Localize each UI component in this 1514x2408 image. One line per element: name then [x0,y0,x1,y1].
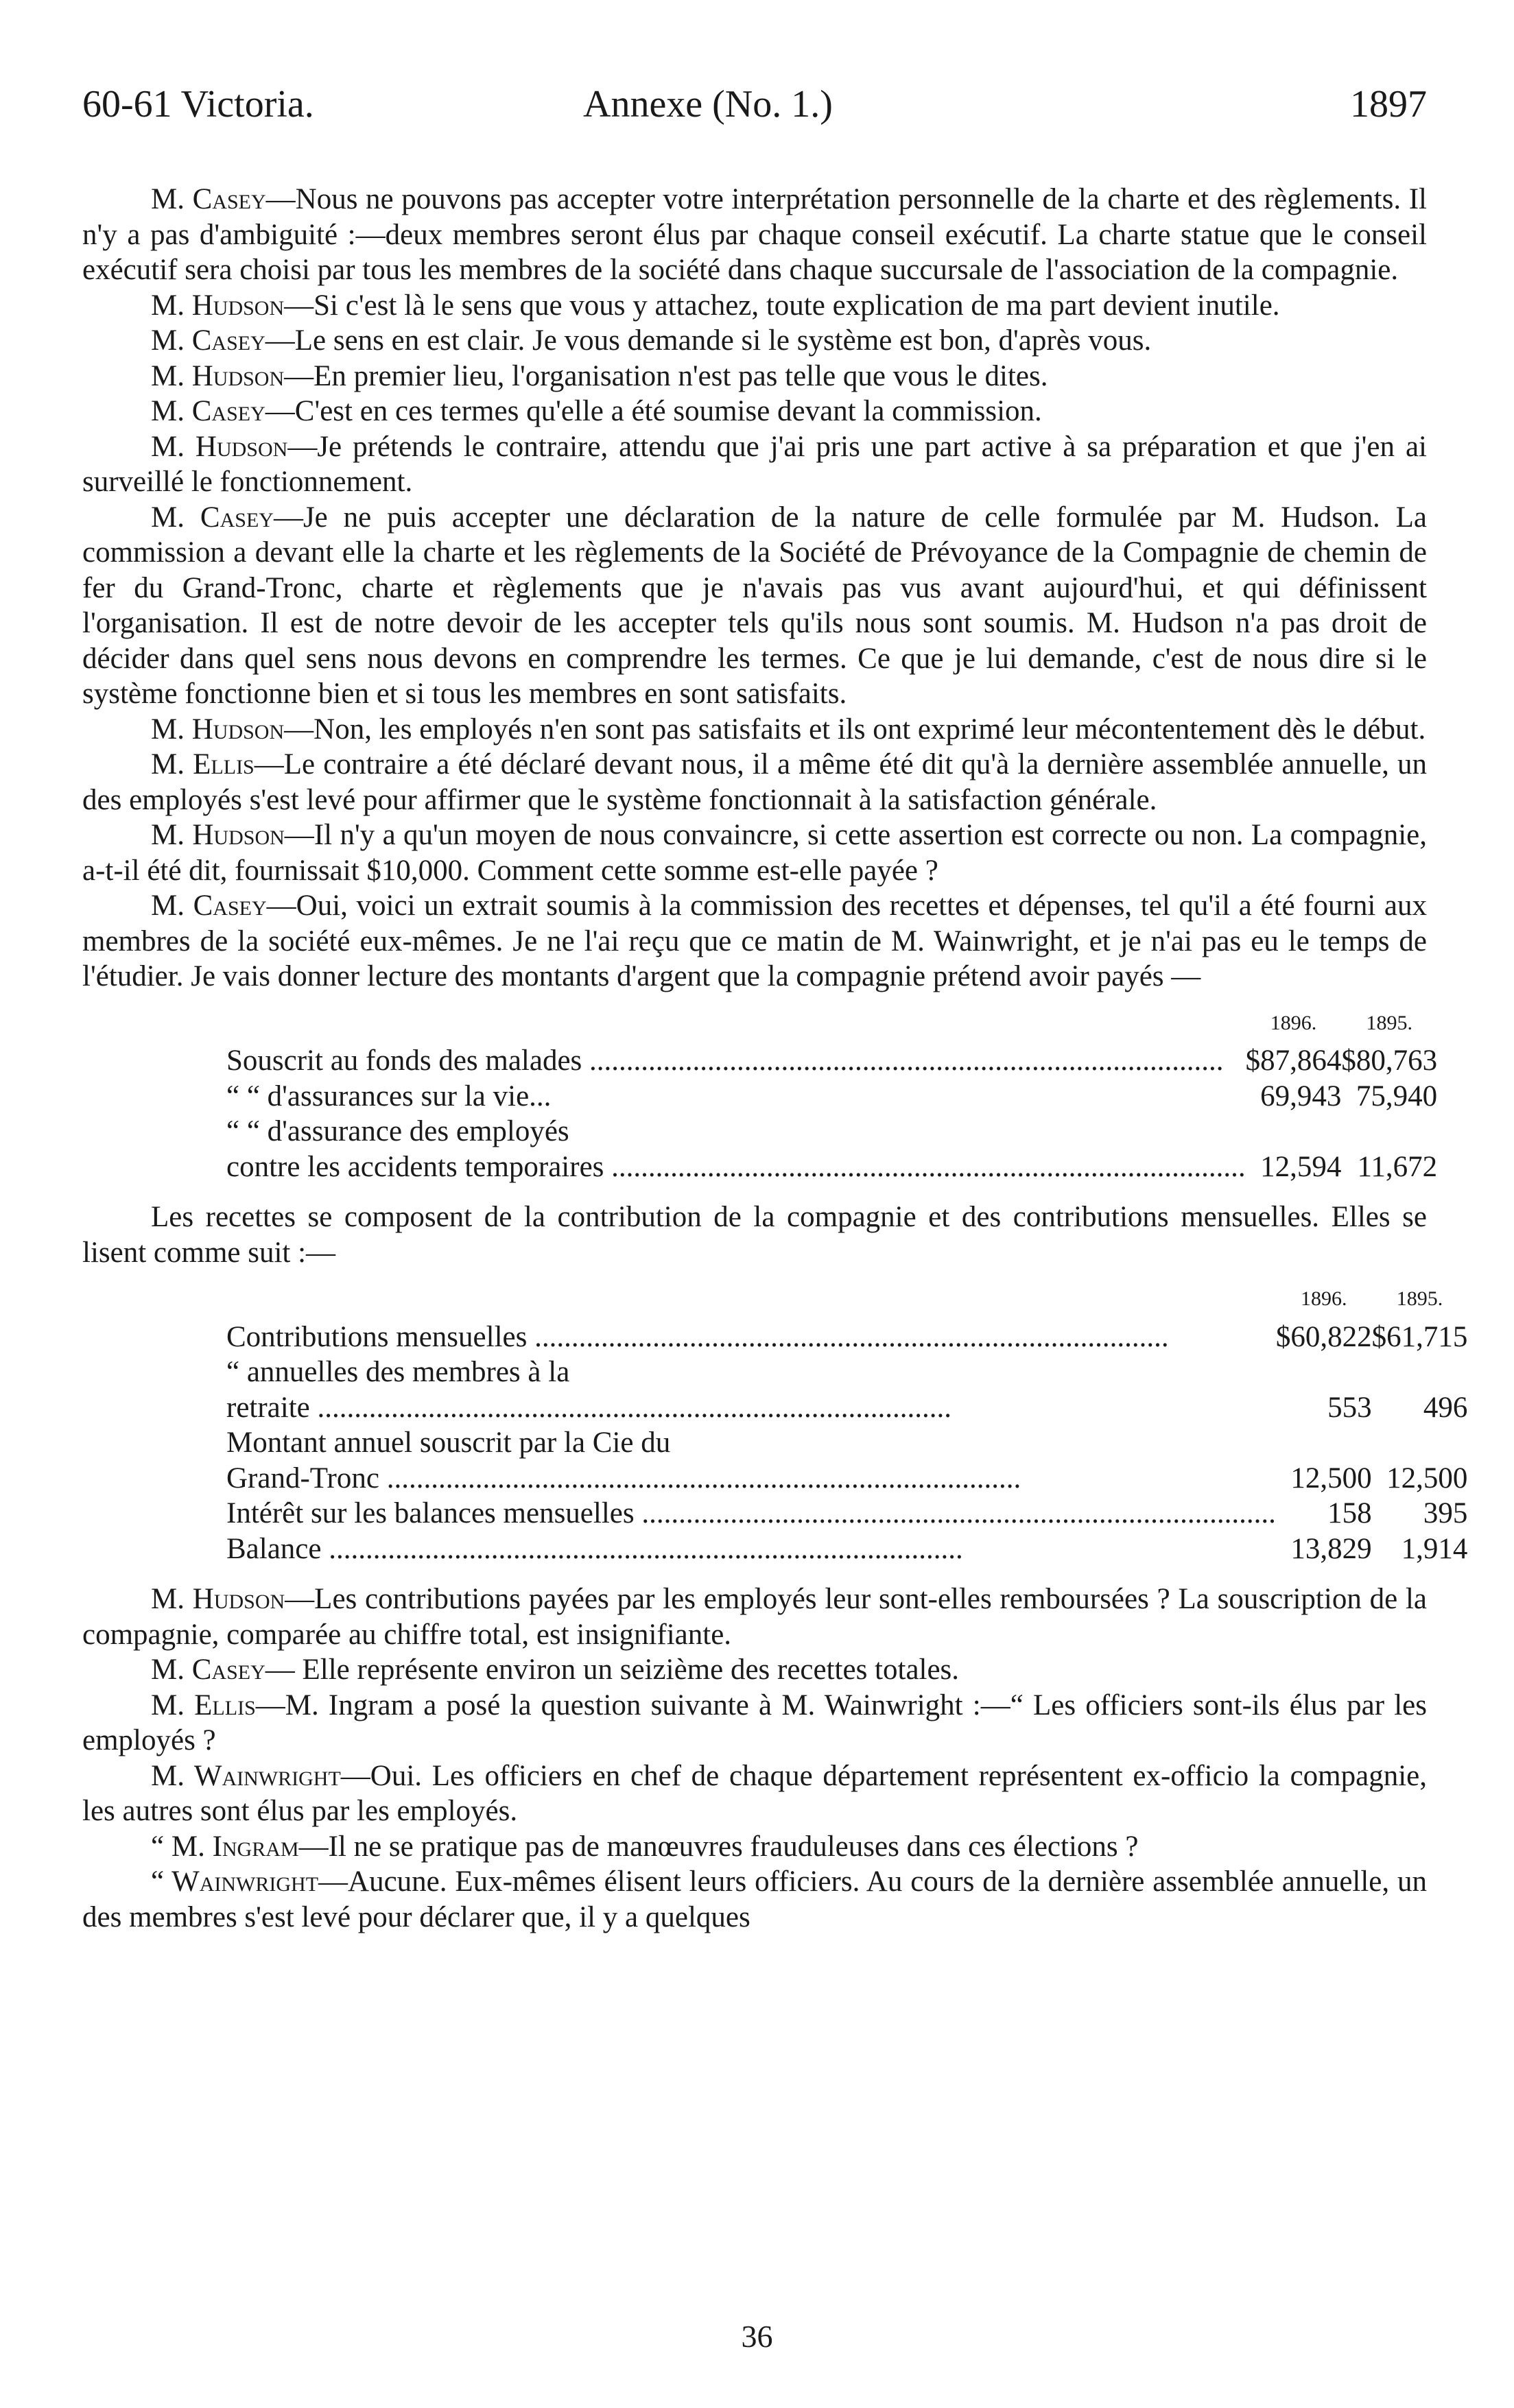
row-label: Montant annuel souscrit par la Cie du [226,1427,671,1459]
speech-text: —Si c'est là le sens que vous y attachez, toute explication de ma part devient inutile. [284,289,1280,322]
value-1896 [1276,1425,1372,1461]
header-year: 1897 [1350,83,1427,126]
paragraph [82,1688,1427,1759]
speech-text: —Oui, voici un extrait soumis à la commission des recettes et dépenses, tel qu'il a été fourni aux membres de la société eux-mêmes. Je ne l'ai reçu que ce matin de M. Wainwright, et je n'ai pas eu le temps de l'étudier. Je vais donner lecture des montants d'argent que la compagnie prétend avoir payés — [82,890,1427,992]
header-session: 60-61 Victoria. [82,83,314,126]
speech-text: —Il ne se pratique pas de manœuvres frauduleuses dans ces élections ? [298,1830,1139,1863]
paragraph [82,1864,1427,1935]
speaker: M. Ellis [151,748,255,780]
row-label: Contributions mensuelles ..... [226,1321,1169,1353]
paragraph [82,818,1427,888]
page-header [82,82,1427,137]
speaker: M. Ellis [151,1689,256,1721]
paragraph [82,1759,1427,1829]
value-1895: 1,914 [1401,1532,1468,1565]
speaker: M. Casey [151,395,265,427]
value-1896: 69,943 [1260,1080,1342,1112]
speaker: M. Hudson [151,713,285,746]
paragraph [82,182,1427,288]
speech-text: —Le contraire a été déclaré devant nous, il a même été dit qu'à la dernière assemblée annuelle, un des employés s'est levé pour affirmer que le système fonctionnait à la satisfaction générale. [82,748,1428,816]
column-header: 1895. [1396,1287,1443,1310]
speaker: M. Casey [151,501,274,534]
speaker: M. Hudson [151,430,288,463]
speech-text: —Non, les employés n'en sont pas satisfaits et ils ont exprimé leur mécontentement dès le début. [284,713,1426,746]
paragraph [82,323,1427,359]
row-label: retraite ..... [226,1392,951,1424]
speech-text: —Il n'y a qu'un moyen de nous convaincre, si cette assertion est correcte ou non. La compagnie, a-t-il été dit, fournissait $10,000. Comment cette somme est-elle payée ? [82,819,1427,887]
paragraph [82,747,1427,818]
table-row [226,1114,1437,1149]
speech-text: —Le sens en est clair. Je vous demande si le système est bon, d'après vous. [265,324,1152,357]
value-1895: 395 [1423,1497,1468,1529]
value-1896: $60,822 [1275,1320,1372,1353]
value-1895: 12,500 [1386,1462,1468,1494]
table-row [226,1531,1467,1567]
table-row [226,1355,1467,1390]
speaker: M. Hudson [151,359,285,392]
paragraph [82,1652,1427,1688]
table-row [226,1320,1467,1355]
value-1896: 13,829 [1290,1532,1372,1565]
speaker: M. Casey [151,890,267,922]
value-1896: 158 [1327,1497,1372,1529]
row-label: Souscrit au fonds des malades ..... [226,1045,1224,1077]
value-1896: $87,864 [1245,1045,1342,1077]
paragraph [82,288,1427,324]
speaker: M. Hudson [151,819,285,851]
page-body [82,182,1468,1935]
row-label: Intérêt sur les balances mensuelles ..... [226,1497,1276,1529]
value-1895: 11,672 [1357,1150,1438,1183]
value-1895 [1372,1425,1468,1461]
speaker: M. Casey [151,324,265,357]
speaker: M. Wainwright [151,1759,341,1792]
speech-text: —M. Ingram a posé la question suivante à M. Wainwright :—“ Les officiers sont-ils élus par les employés ? [82,1689,1427,1756]
row-label: “ annuelles des membres à la [226,1356,570,1388]
paragraph [82,429,1427,500]
receipts-table [226,1281,1467,1566]
speaker: M. Hudson [151,1583,285,1615]
speech-text: —C'est en ces termes qu'elle a été soumise devant la commission. [265,395,1042,427]
table-row [226,1425,1467,1461]
value-1896: 553 [1327,1391,1372,1424]
speaker: “ M. Ingram [151,1830,299,1863]
value-1895: 75,940 [1356,1080,1438,1112]
table-header-row [226,1281,1467,1320]
speaker: “ Wainwright [151,1865,319,1898]
row-label: Grand-Tronc ..... [226,1462,1021,1494]
paragraph [82,1829,1427,1865]
paragraph: Les recettes se composent de la contribution de la compagnie et des contributions mensuelles. Elles se lisent comme suit :— [82,1201,1427,1269]
speech-text: —Je prétends le contraire, attendu que j'ai pris une part active à sa préparation et que j'en ai surveillé le fonctionnement. [82,430,1427,498]
value-1896 [1276,1355,1372,1390]
row-label: Balance ..... [226,1533,963,1565]
speaker: M. Casey [151,1654,265,1686]
speech-text: —Nous ne pouvons pas accepter votre interprétation personnelle de la charte et des règlements. Il n'y a pas d'ambiguité :—deux membres seront élus par chaque conseil exécutif. La charte statue que le conseil exécutif sera choisi par tous les membres de la société dans chaque succursale de l'association de la compagnie. [82,183,1427,286]
table-row [226,1461,1467,1497]
paragraph [82,359,1427,394]
speech-text: —Je ne puis accepter une déclaration de la nature de celle formulée par M. Hudson. La commission a devant elle la charte et les règlements de la Société de Prévoyance de la Compagnie de chemin de fer du Grand-Tronc, charte et règlements que je n'avais pas vus avant aujourd'hui, et qui définissent l'organisation. Il est de notre devoir de les accepter tels qu'ils nous sont soumis. M. Hudson n'a pas droit de décider dans quel sens nous devons en comprendre les termes. Ce que je lui demande, c'est de nous dire si le système fonctionne bien et si tous les membres en sont satisfaits. [82,501,1427,710]
value-1895 [1341,1114,1437,1149]
column-header: 1895. [1366,1011,1413,1034]
value-1895: $61,715 [1371,1320,1468,1353]
speech-text: — Elle représente environ un seizième des recettes totales. [265,1654,960,1686]
value-1895: 496 [1423,1391,1468,1424]
speech-text: —Oui. Les officiers en chef de chaque département représentent ex-officio la compagnie, les autres sont élus par les employés. [82,1759,1427,1827]
row-label: “ “ d'assurances sur la vie... [226,1080,552,1112]
paragraph [82,712,1427,748]
value-1896: 12,500 [1290,1462,1372,1494]
row-label: “ “ d'assurance des employés [226,1115,569,1147]
column-header: 1896. [1270,1011,1317,1034]
table-row [226,1149,1437,1185]
table-header-row [226,1005,1437,1044]
paragraph [82,500,1427,712]
value-1895 [1372,1355,1468,1390]
expenses-table [226,1005,1437,1185]
speech-text: —Les contributions payées par les employés leur sont-elles remboursées ? La souscription de la compagnie, comparée au chiffre total, est insignifiante. [82,1583,1427,1651]
speaker: M. Casey [151,183,266,215]
row-label: contre les accidents temporaires ..... [226,1151,1246,1183]
paragraph [82,1582,1427,1652]
table-row [226,1079,1437,1114]
table-row [226,1390,1467,1426]
speech-text: —Aucune. Eux-mêmes élisent leurs officiers. Au cours de la dernière assemblée annuelle, un des membres s'est levé pour déclarer que, il y a quelques [82,1865,1427,1933]
table-row [226,1496,1467,1531]
value-1895: $80,763 [1341,1045,1438,1077]
table-row [226,1043,1437,1079]
value-1896: 12,594 [1260,1150,1342,1183]
page-number: 36 [741,2319,773,2354]
column-header: 1896. [1300,1287,1347,1310]
header-annex: Annexe (No. 1.) [583,83,833,126]
paragraph [82,394,1427,429]
paragraph [82,888,1427,994]
value-1896 [1246,1114,1342,1149]
speech-text: —En premier lieu, l'organisation n'est pas telle que vous le dites. [284,359,1048,392]
speaker: M. Hudson [151,289,285,322]
